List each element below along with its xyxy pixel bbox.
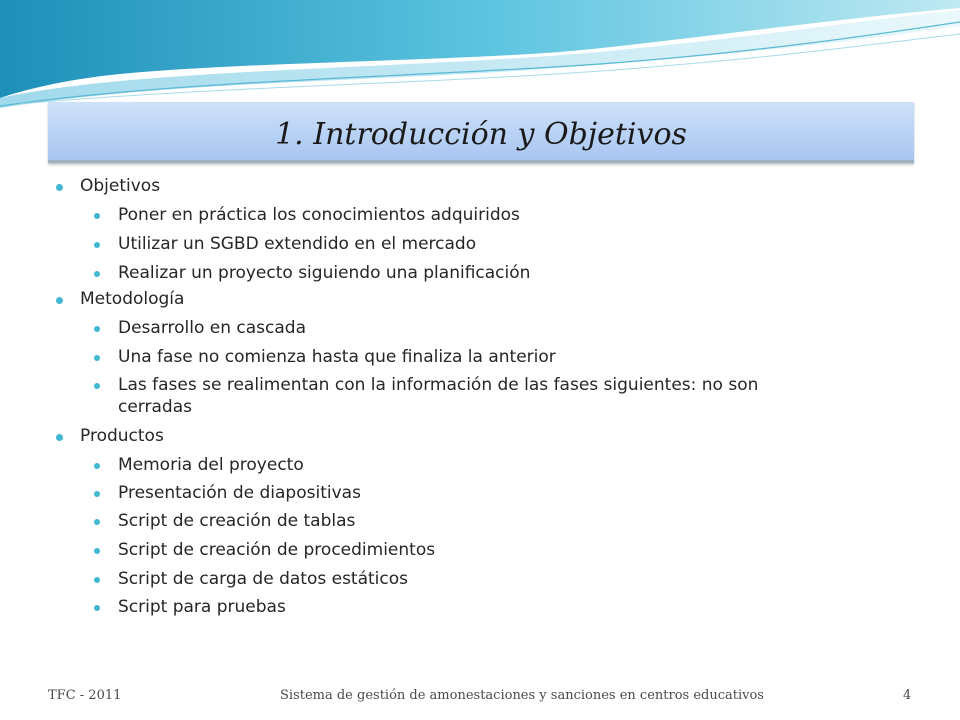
list-item: Utilizar un SGBD extendido en el mercado — [118, 234, 477, 254]
bullet-icon — [94, 355, 100, 361]
list-item: Script de creación de procedimientos — [118, 540, 436, 560]
bullet-icon — [94, 383, 100, 389]
bullet-icon — [94, 271, 100, 277]
list-item-continuation: cerradas — [118, 397, 192, 417]
section-label-metodologia: Metodología — [80, 289, 185, 309]
list-item: Realizar un proyecto siguiendo una planificación — [118, 263, 531, 283]
bullet-icon — [56, 184, 63, 191]
bullet-icon — [94, 605, 100, 611]
bullet-icon — [56, 434, 63, 441]
list-item: Desarrollo en cascada — [118, 318, 307, 338]
footer-left: TFC - 2011 — [48, 688, 122, 703]
list-item: Las fases se realimentan con la información de las fases siguientes: no son — [118, 375, 759, 395]
footer-center: Sistema de gestión de amonestaciones y sanciones en centros educativos — [280, 688, 764, 703]
bullet-icon — [94, 577, 100, 583]
bullet-icon — [94, 213, 100, 219]
list-item: Una fase no comienza hasta que finaliza la anterior — [118, 347, 556, 367]
list-item: Script de creación de tablas — [118, 511, 356, 531]
list-item: Script de carga de datos estáticos — [118, 569, 409, 589]
section-label-productos: Productos — [80, 426, 164, 446]
bullet-icon — [94, 463, 100, 469]
list-item: Memoria del proyecto — [118, 455, 304, 475]
bullet-icon — [94, 519, 100, 525]
bullet-icon — [94, 242, 100, 248]
title-bar — [48, 102, 914, 163]
page-number: 4 — [903, 688, 912, 703]
slide-title: 1. Introducción y Objetivos — [275, 117, 687, 152]
section-label-objetivos: Objetivos — [80, 176, 161, 196]
bullet-icon — [94, 491, 100, 497]
list-item: Poner en práctica los conocimientos adquiridos — [118, 205, 520, 225]
list-item: Presentación de diapositivas — [118, 483, 361, 503]
decorative-waves — [0, 0, 960, 110]
bullet-icon — [94, 548, 100, 554]
bullet-icon — [94, 326, 100, 332]
bullet-icon — [56, 297, 63, 304]
list-item: Script para pruebas — [118, 597, 286, 617]
